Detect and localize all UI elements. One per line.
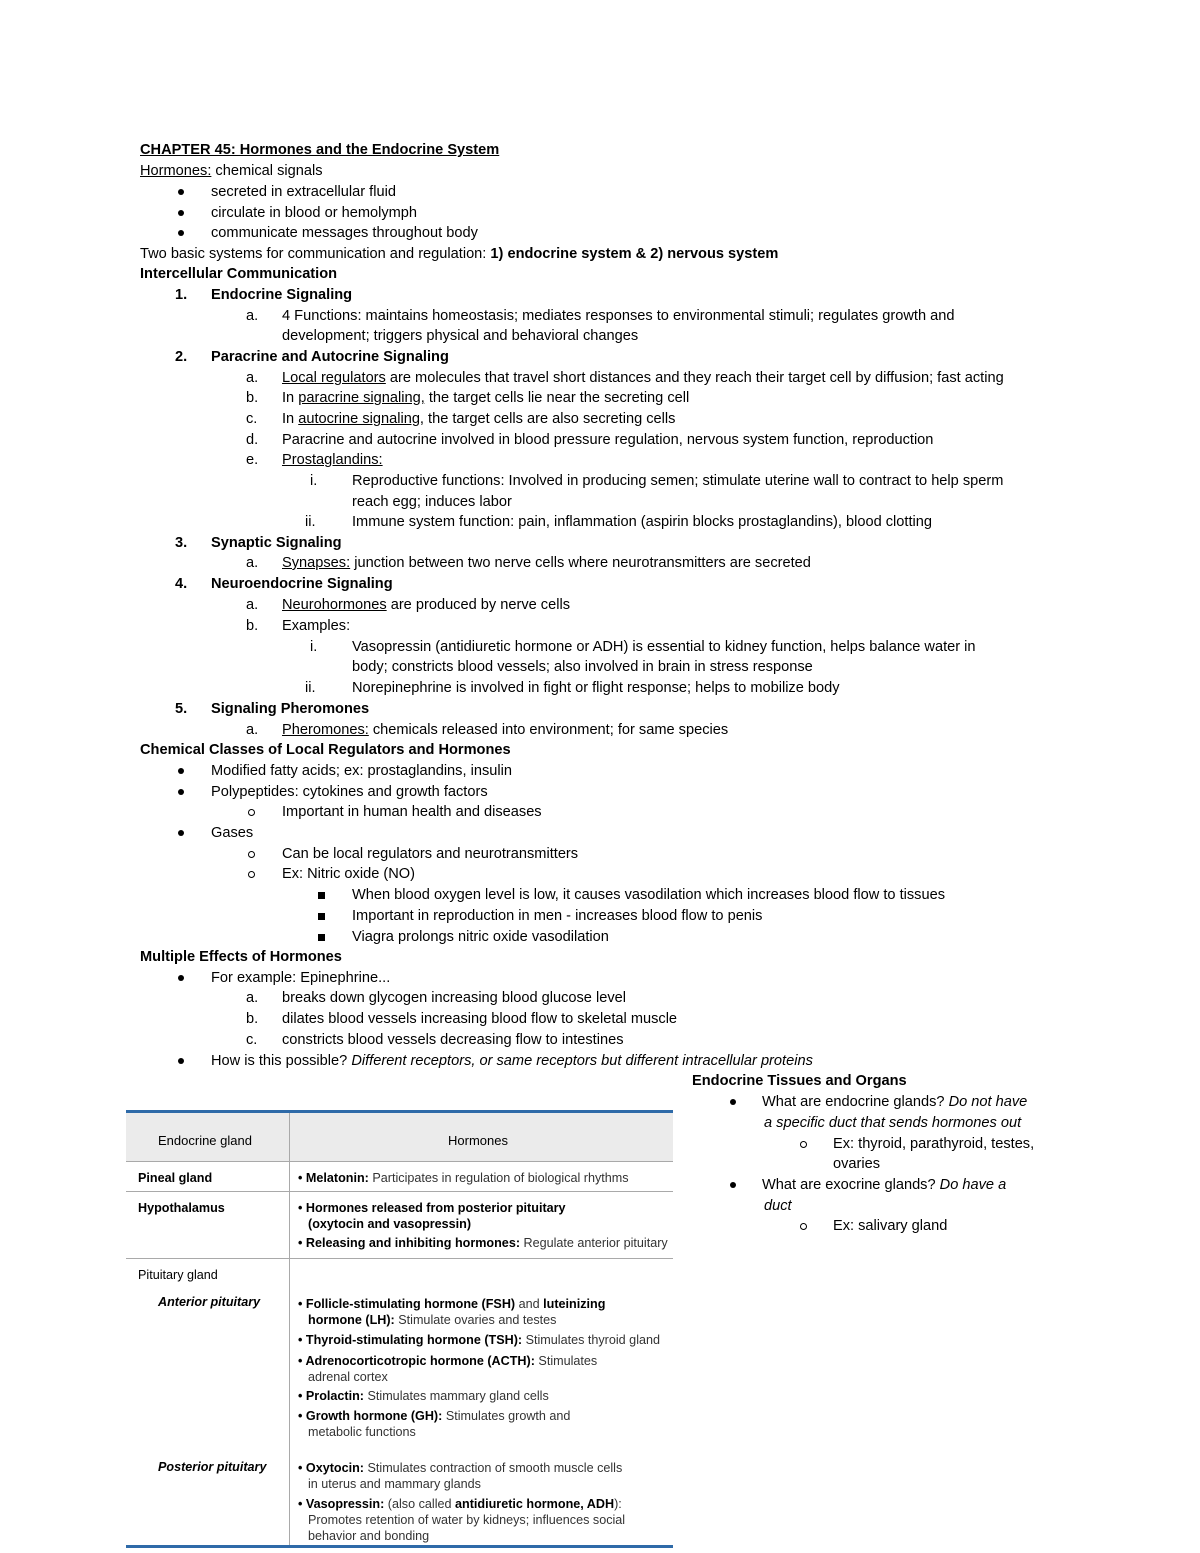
term: Neurohormones <box>282 597 387 613</box>
page-title: CHAPTER 45: Hormones and the Endocrine System <box>140 142 500 158</box>
list-item-cont: development; triggers physical and behavioral changes <box>282 328 639 344</box>
list-item-cont: reach egg; induces labor <box>352 494 512 510</box>
section-heading: Multiple Effects of Hormones <box>140 949 342 965</box>
bullet-icon <box>178 189 184 195</box>
hormone-desc: Stimulates contraction of smooth muscle cells <box>364 1461 623 1475</box>
hormone-entry <box>298 1408 570 1424</box>
hormone-desc: metabolic functions <box>308 1425 416 1439</box>
list-number: 4. <box>175 576 188 592</box>
text: What are endocrine glands? <box>762 1094 949 1110</box>
hormone-name: • Thyroid-stimulating hormone (TSH): <box>298 1333 523 1347</box>
list-item: Immune system function: pain, inflammation (aspirin blocks prostaglandins), blood clotting <box>352 514 932 530</box>
list-item: Norepinephrine is involved in fight or flight response; helps to mobilize body <box>352 680 840 696</box>
italic-text: Different receptors, or same receptors but different intracellular proteins <box>351 1053 813 1069</box>
gland-name: Hypothalamus <box>138 1201 225 1215</box>
row-divider <box>126 1191 673 1192</box>
gland-subdivision: Anterior pituitary <box>158 1295 261 1309</box>
list-item <box>282 553 811 573</box>
bullet-icon <box>178 210 184 216</box>
subsection-title: Neuroendocrine Signaling <box>211 576 393 592</box>
term: Synapses: <box>282 555 351 571</box>
column-divider <box>289 1113 290 1545</box>
list-marker: c. <box>246 411 258 427</box>
hormones-text: chemical signals <box>211 163 323 179</box>
endocrine-gland-table <box>126 1110 673 1548</box>
list-item: Vasopressin (antidiuretic hormone or ADH) is essential to kidney function, helps balance water in <box>352 639 976 655</box>
list-marker: i. <box>310 473 318 489</box>
term: paracrine signaling, <box>298 390 425 406</box>
list-item <box>282 368 1004 388</box>
list-marker: ii. <box>305 514 316 530</box>
italic-text: Do not have <box>948 1094 1028 1110</box>
list-item: Examples: <box>282 618 351 634</box>
square-bullet-icon <box>318 934 325 941</box>
list-item: Viagra prolongs nitric oxide vasodilation <box>352 929 609 945</box>
list-number: 2. <box>175 349 188 365</box>
list-marker: a. <box>246 308 259 324</box>
list-marker: e. <box>246 452 259 468</box>
text: are molecules that travel short distances and they reach their target cell by diffusion; fast acting <box>385 370 1004 386</box>
row-divider <box>126 1258 673 1259</box>
text: In <box>282 390 299 406</box>
hormone-desc: Stimulates thyroid gland <box>522 1333 660 1347</box>
gland-name: Pituitary gland <box>138 1268 218 1282</box>
list-item-cont: ovaries <box>833 1156 881 1172</box>
hormone-desc: Stimulates mammary gland cells <box>364 1389 549 1403</box>
subsection-title: Signaling Pheromones <box>211 701 370 717</box>
list-item: Ex: salivary gland <box>833 1218 948 1234</box>
section-heading: Intercellular Communication <box>140 266 338 282</box>
list-item: Can be local regulators and neurotransmitters <box>282 846 579 862</box>
text: chemicals released into environment; for same species <box>368 722 729 738</box>
text: the target cells are also secreting cells <box>423 411 676 427</box>
list-item: For example: Epinephrine... <box>211 970 391 986</box>
list-marker: a. <box>246 722 259 738</box>
subsection-title: Synaptic Signaling <box>211 535 342 551</box>
hormone-desc: in uterus and mammary glands <box>308 1477 481 1491</box>
hollow-bullet-icon <box>248 809 255 816</box>
text: are produced by nerve cells <box>386 597 570 613</box>
term: Local regulators <box>282 370 386 386</box>
bullet-icon <box>178 830 184 836</box>
list-number: 1. <box>175 287 188 303</box>
hormone-desc: behavior and bonding <box>308 1529 430 1543</box>
hormone-name: (oxytocin and vasopressin) <box>308 1217 472 1231</box>
list-marker: b. <box>246 618 259 634</box>
column-header: Hormones <box>448 1133 508 1148</box>
hormone-desc: adrenal cortex <box>308 1370 388 1384</box>
list-item-cont: a specific duct that sends hormones out <box>764 1115 1022 1131</box>
list-item: Polypeptides: cytokines and growth factors <box>211 784 488 800</box>
list-marker: i. <box>310 639 318 655</box>
hormone-desc: Stimulates growth and <box>442 1409 571 1423</box>
list-item: Paracrine and autocrine involved in blood pressure regulation, nervous system function, reproduction <box>282 432 934 448</box>
list-item-cont: body; constricts blood vessels; also involved in brain in stress response <box>352 659 813 675</box>
list-item: Important in human health and diseases <box>282 804 542 820</box>
bullet-icon <box>178 789 184 795</box>
hormone-name: • Releasing and inhibiting hormones: <box>298 1236 521 1250</box>
bullet-icon <box>730 1182 736 1188</box>
hormone-name: hormone (LH): <box>308 1313 395 1327</box>
hormone-desc: Stimulate ovaries and testes <box>394 1313 557 1327</box>
hormone-name: • Vasopressin: <box>298 1497 385 1511</box>
bullet-icon <box>730 1099 736 1105</box>
row-divider <box>126 1161 673 1162</box>
square-bullet-icon <box>318 892 325 899</box>
list-item: Important in reproduction in men - increases blood flow to penis <box>352 908 763 924</box>
two-systems-line <box>140 244 778 264</box>
gland-subdivision: Posterior pituitary <box>158 1460 267 1474</box>
hormone-name: • Hormones released from posterior pituitary <box>298 1201 566 1215</box>
bullet-icon <box>178 768 184 774</box>
list-marker: a. <box>246 555 259 571</box>
hormone-desc: Promotes retention of water by kidneys; influences social <box>308 1513 626 1527</box>
list-item <box>282 388 689 408</box>
list-item <box>282 720 728 740</box>
list-marker: a. <box>246 990 259 1006</box>
list-item-cont: duct <box>764 1198 792 1214</box>
hormone-desc: (also called <box>384 1497 456 1511</box>
two-systems-bold: 1) endocrine system & 2) nervous system <box>490 246 779 262</box>
gland-name: Pineal gland <box>138 1171 213 1185</box>
hormone-name: • Growth hormone (GH): <box>298 1409 443 1423</box>
text: How is this possible? <box>211 1053 352 1069</box>
list-item: 4 Functions: maintains homeostasis; mediates responses to environmental stimuli; regulates growth and <box>282 308 955 324</box>
hollow-bullet-icon <box>800 1141 807 1148</box>
list-number: 5. <box>175 701 188 717</box>
hormone-entry <box>298 1332 660 1348</box>
hormone-name: • Adrenocorticotropic hormone (ACTH): <box>298 1354 535 1368</box>
bullet-icon <box>178 230 184 236</box>
hormone-entry <box>298 1170 629 1186</box>
list-item: Ex: Nitric oxide (NO) <box>282 866 415 882</box>
section-heading: Chemical Classes of Local Regulators and Hormones <box>140 742 511 758</box>
subsection-title: Endocrine Signaling <box>211 287 353 303</box>
hormone-entry <box>298 1460 622 1476</box>
list-item: Reproductive functions: Involved in producing semen; stimulate uterine wall to contract to help sperm <box>352 473 1004 489</box>
hormone-name: antidiuretic hormone, ADH <box>455 1497 615 1511</box>
hormone-desc: Regulate anterior pituitary <box>520 1236 668 1250</box>
list-item: When blood oxygen level is low, it causes vasodilation which increases blood flow to tissues <box>352 887 945 903</box>
text: junction between two nerve cells where neurotransmitters are secreted <box>350 555 811 571</box>
two-systems-text: Two basic systems for communication and regulation: <box>140 246 491 262</box>
list-marker: a. <box>246 597 259 613</box>
hormone-name: • Melatonin: <box>298 1171 369 1185</box>
list-marker: b. <box>246 390 259 406</box>
list-item <box>762 1175 1006 1195</box>
hormone-entry <box>308 1312 556 1328</box>
section-heading: Endocrine Tissues and Organs <box>692 1073 907 1089</box>
list-item: constricts blood vessels decreasing flow to intestines <box>282 1032 624 1048</box>
list-number: 3. <box>175 535 188 551</box>
hormone-desc: ): <box>614 1497 622 1511</box>
list-item: communicate messages throughout body <box>211 225 478 241</box>
hormone-name: • Prolactin: <box>298 1389 364 1403</box>
hormone-entry <box>298 1388 549 1404</box>
term: autocrine signaling, <box>298 411 424 427</box>
list-item: Prostaglandins: <box>282 452 383 468</box>
list-marker: c. <box>246 1032 258 1048</box>
hormone-entry <box>298 1496 622 1512</box>
italic-text: Do have a <box>939 1177 1007 1193</box>
list-marker: d. <box>246 432 259 448</box>
text: In <box>282 411 299 427</box>
hormone-name: luteinizing <box>543 1297 606 1311</box>
hormone-entry <box>298 1353 597 1369</box>
hormone-name: • Oxytocin: <box>298 1461 364 1475</box>
list-marker: b. <box>246 1011 259 1027</box>
list-item: Ex: thyroid, parathyroid, testes, <box>833 1136 1035 1152</box>
list-item: Gases <box>211 825 254 841</box>
bullet-icon <box>178 975 184 981</box>
hollow-bullet-icon <box>248 871 255 878</box>
square-bullet-icon <box>318 913 325 920</box>
list-item: breaks down glycogen increasing blood glucose level <box>282 990 626 1006</box>
hormones-definition <box>140 161 323 181</box>
list-item <box>211 1051 813 1071</box>
list-item: dilates blood vessels increasing blood flow to skeletal muscle <box>282 1011 678 1027</box>
bullet-icon <box>178 1058 184 1064</box>
list-item <box>762 1092 1027 1112</box>
term: Pheromones: <box>282 722 369 738</box>
list-marker: a. <box>246 370 259 386</box>
hollow-bullet-icon <box>248 851 255 858</box>
list-item: secreted in extracellular fluid <box>211 184 396 200</box>
list-marker: ii. <box>305 680 316 696</box>
column-header: Endocrine gland <box>158 1133 252 1148</box>
list-item: circulate in blood or hemolymph <box>211 205 418 221</box>
hormone-desc: Stimulates <box>534 1354 598 1368</box>
hollow-bullet-icon <box>800 1223 807 1230</box>
hormone-entry <box>298 1296 605 1312</box>
subsection-title: Paracrine and Autocrine Signaling <box>211 349 449 365</box>
list-item <box>282 595 570 615</box>
hormone-entry <box>298 1235 668 1251</box>
text: What are exocrine glands? <box>762 1177 940 1193</box>
text: the target cells lie near the secreting cell <box>424 390 690 406</box>
hormones-term: Hormones: <box>140 163 212 179</box>
hormone-desc: and <box>515 1297 544 1311</box>
list-item: Modified fatty acids; ex: prostaglandins, insulin <box>211 763 512 779</box>
hormone-name: • Follicle-stimulating hormone (FSH) <box>298 1297 516 1311</box>
list-item <box>282 409 675 429</box>
hormone-desc: Participates in regulation of biological rhythms <box>368 1171 629 1185</box>
